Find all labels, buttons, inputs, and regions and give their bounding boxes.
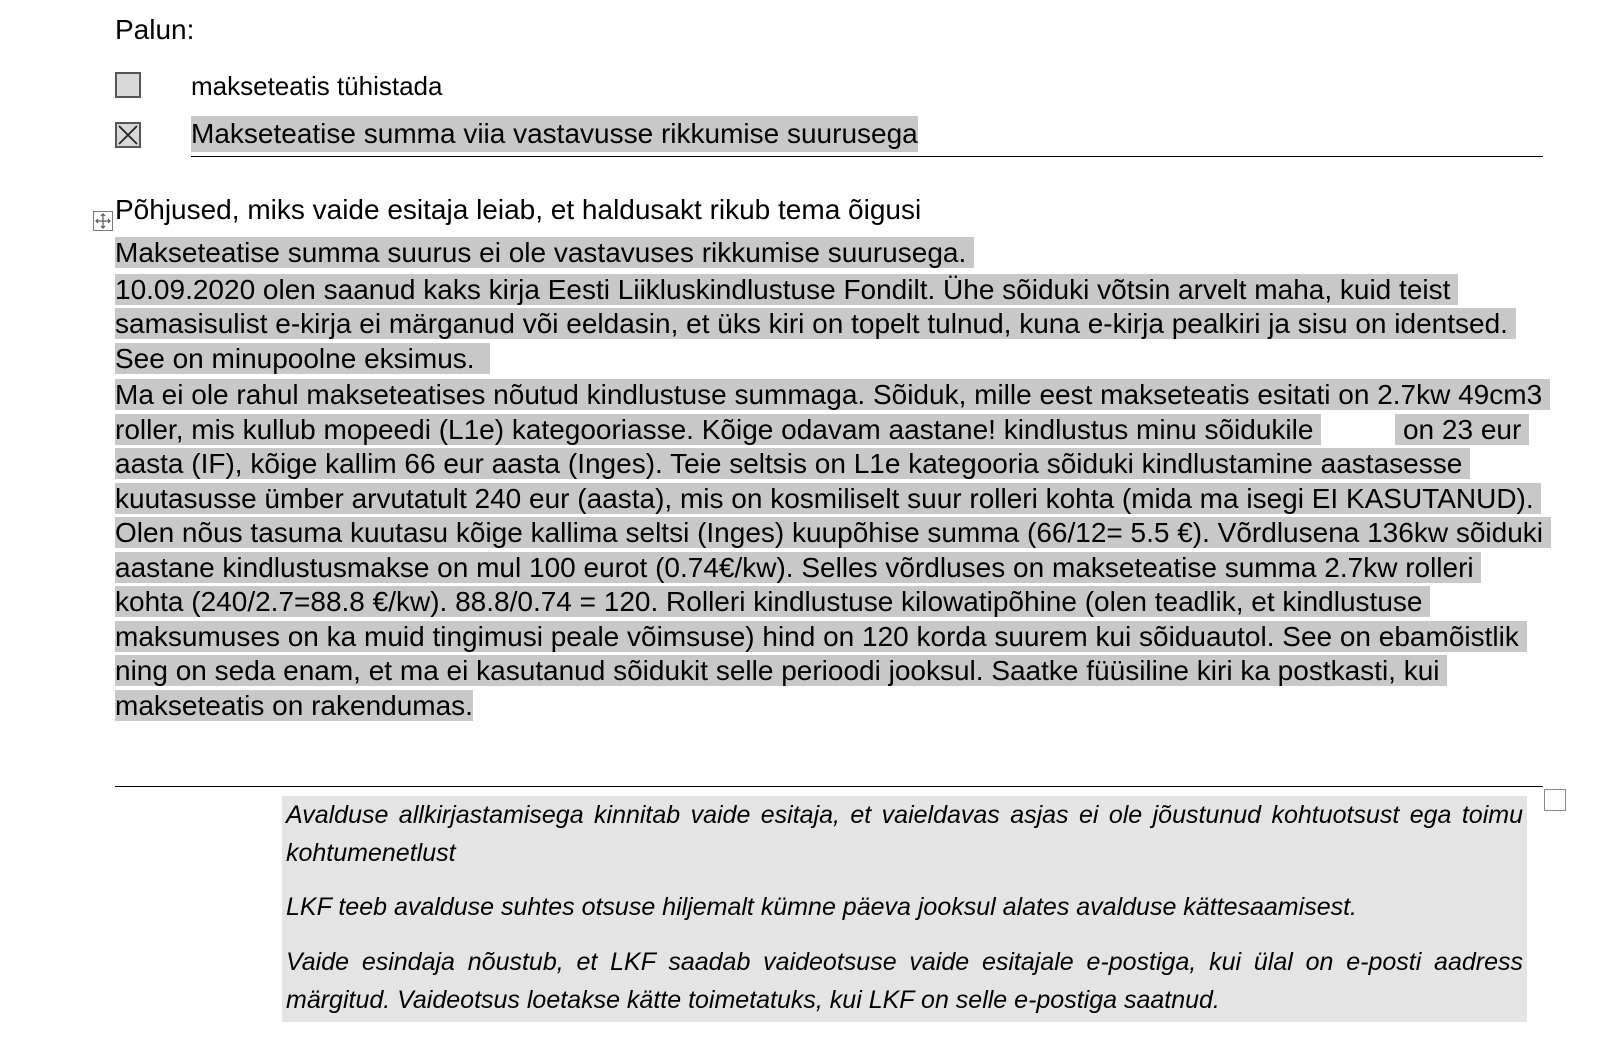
move-handle-icon[interactable] (93, 211, 113, 231)
divider-line (115, 786, 1543, 787)
reasons-paragraph (115, 273, 1547, 377)
reasons-paragraph-text: 10.09.2020 olen saanud kaks kirja Eesti Liikluskindlustuse Fondilt. Ühe sõiduki võtsin arvelt maha, kuid teist samasisulist e-kirja ei märganud või eeldasin, et üks kiri on topelt tulnud, kuna e-kirja pealkiri ja sisu on identsed. See on minupoolne eksimus. (115, 273, 1516, 374)
option-row-cancel (115, 68, 1545, 108)
reasons-text-field[interactable] (115, 236, 1551, 725)
x-mark-icon (117, 124, 139, 146)
redacted-area (1321, 413, 1395, 447)
option-label-adjust-amount[interactable]: Makseteatise summa viia vastavusse rikkumise suurusega (191, 116, 918, 152)
reasons-paragraph (115, 378, 1551, 723)
checkbox-empty-icon[interactable] (115, 72, 141, 98)
option-label-cancel: makseteatis tühistada (191, 71, 443, 101)
checkbox-empty-icon[interactable] (1544, 789, 1566, 811)
notice-paragraph: Avalduse allkirjastamisega kinnitab vaide esitaja, et vaieldavas asjas ei ole jõustunud kohtuotsust ega toimu kohtumenetlust (286, 801, 1523, 867)
option-row-adjust-amount (115, 116, 1545, 156)
reasons-paragraph-text: Makseteatise summa suurus ei ole vastavuses rikkumise suurusega. (115, 237, 975, 268)
request-label: Palun: (115, 14, 195, 45)
form-field-underline (191, 156, 1543, 157)
reasons-paragraph-text: Ma ei ole rahul makseteatises nõutud kindlustuse summaga. Sõiduk, mille eest makseteatis esitati on 2.7kw 49cm3 roller, mis kullub mopeedi (L1e) kategooriasse. Kõige odavam aastane! kindlustus minu sõidukile (115, 379, 1550, 445)
reasons-paragraph-text: on 23 eur aasta (IF), kõige kallim 66 eur aasta (Inges). Teie seltsis on L1e kategooria sõiduki kindlustamine aastasesse kuutasusse ümber arvutatult 240 eur (aasta), mis on kosmiliselt suur rolleri kohta (mida ma isegi EI KASUTANUD). Olen nõus tasuma kuutasu kõige kallima seltsi (Inges) kuupõhise summa (66/12= 5.5 €). Võrdlusena 136kw sõiduki aastane kindlustusmakse on mul 100 eurot (0.74€/kw). Selles võrdluses on makseteatise summa 2.7kw rolleri kohta (240/2.7=88.8 €/kw). 88.8/0.74 = 120. Rolleri kindlustuse kilowatipõhine (olen teadlik, et kindlustuse maksumuses on ka muid tingimusi peale võimsuse) hind on 120 korda suurem kui sõiduautol. See on ebamõistlik ning on seda enam, et ma ei kasutanud sõidukit selle perioodi jooksul. Saatke füüsiline kiri ka postkasti, kui makseteatis on rakendumas. (115, 413, 1551, 721)
notice-paragraph: Vaide esindaja nõustub, et LKF saadab vaideotsuse vaide esitajale e-postiga, kui ülal on e-posti aadress märgitud. Vaideotsus loetakse kätte toimetatuks, kui LKF on selle e-postiga saatnud. (286, 948, 1523, 1014)
reasons-heading: Põhjused, miks vaide esitaja leiab, et haldusakt rikub tema õigusi (115, 194, 922, 225)
checkbox-x-icon[interactable] (115, 122, 141, 148)
notice-paragraph: LKF teeb avalduse suhtes otsuse hiljemalt kümne päeva jooksul alates avalduse kättesaamisest. (286, 893, 1357, 921)
reasons-paragraph (115, 236, 1547, 271)
legal-notice-box (282, 796, 1527, 1022)
